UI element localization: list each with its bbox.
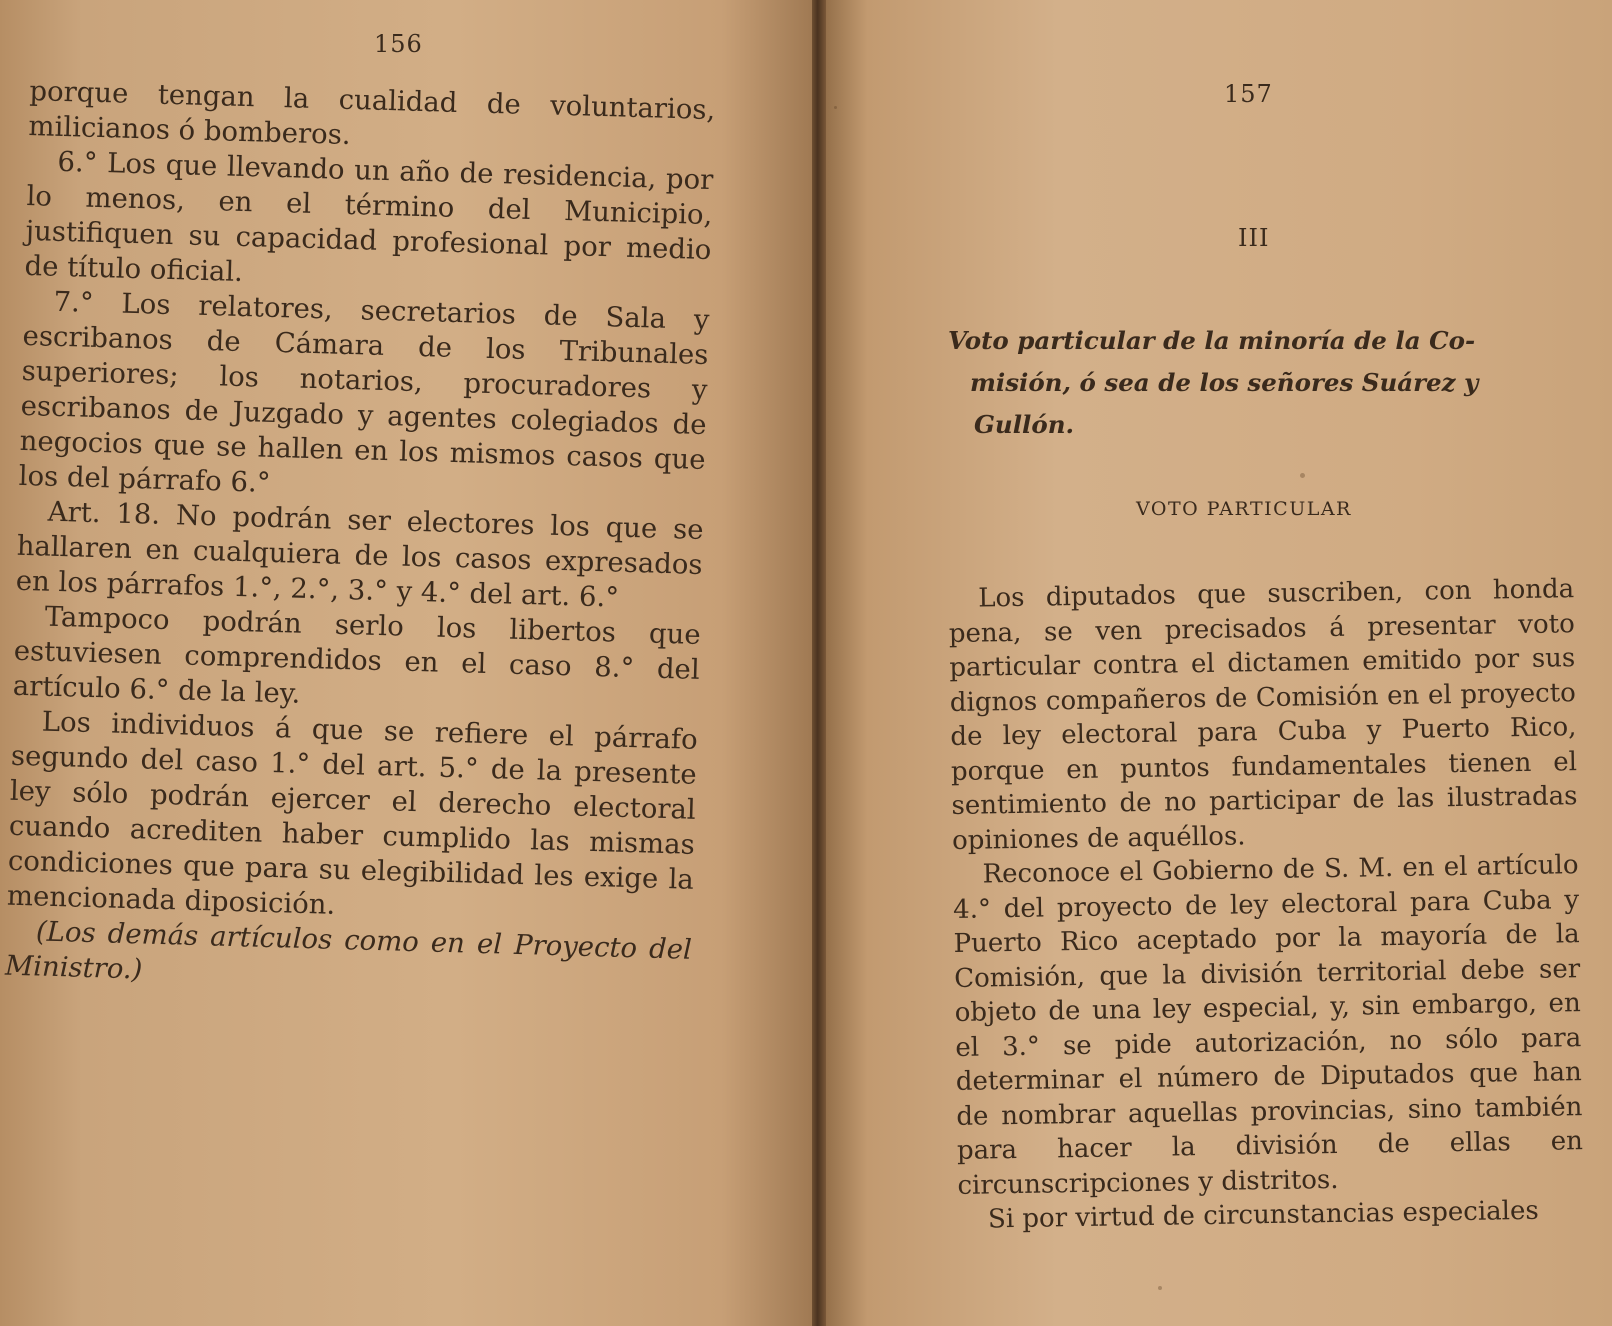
- left-closing-note: (Los demás artículos como en el Proyecto del Ministro.): [4, 915, 693, 986]
- right-paragraph-2: Reconoce el Gobierno de S. M. en el artículo 4.° del proyecto de ley electoral para Cuba y Puerto Rico aceptado por la mayoría de la Comisión, que la división territorial debe ser objeto de una ley especial, y, sin embargo, en el 3.° se pide autorización, no sólo para determinar el número de Diputados que han de nombrar aquellas provincias, sino también para hacer la división de ellas en circunscripciones y distritos.: [952, 850, 1584, 1201]
- paper-spot: [1300, 473, 1305, 478]
- section-title-line-1: Voto particular de la minoría de la Co-: [948, 326, 1476, 355]
- paper-spot: [1158, 1286, 1162, 1290]
- left-paragraph-5: Tampoco podrán serlo los libertos que estuviesen comprendidos en el caso 8.° del artículo 6.° de la ley.: [12, 600, 702, 710]
- left-page-number: 156: [374, 30, 423, 58]
- left-paragraph-6: Los individuos á que se refiere el párrafo segundo del caso 1.° del art. 5.° de la presente ley sólo podrán ejercer el derecho electoral cuando acrediten haber cumplido las mismas condiciones que para su elegibilidad les exige la mencionada diposición.: [6, 705, 699, 921]
- section-numeral: III: [1238, 224, 1270, 252]
- left-paragraph-2: 6.° Los que llevando un año de residencia, por lo menos, en el término del Municipio, justifiquen su capacidad profesional por medio de título oficial.: [24, 145, 714, 289]
- left-paragraph-4: Art. 18. No podrán ser electores los que se hallaren en cualquiera de los casos expresados en los párrafos 1.°, 2.°, 3.° y 4.° del art. 6.°: [15, 495, 704, 614]
- left-paragraph-3: 7.° Los relatores, secretarios de Sala y escribanos de Cámara de los Tribunales superiores; los notarios, procuradores y escribanos de Juzgado y agentes colegiados de negocios que se hallen en los mismos casos que los del párrafo 6.°: [18, 285, 710, 499]
- right-page-body: [948, 572, 1584, 1237]
- subheading: VOTO PARTICULAR: [1136, 498, 1352, 520]
- left-paragraph-1: porque tengan la cualidad de voluntarios, milicianos ó bomberos.: [28, 74, 716, 151]
- section-title-line-3: Gullón.: [974, 410, 1075, 439]
- left-page-body: [5, 74, 716, 1003]
- right-page-number: 157: [1224, 80, 1273, 108]
- book-gutter: [812, 0, 826, 1326]
- right-paragraph-3: Si por virtud de circunstancias especiales: [987, 1195, 1539, 1235]
- section-title-line-2: misión, ó sea de los señores Suárez y: [970, 368, 1479, 397]
- right-paragraph-1: Los diputados que suscriben, con honda pena, se ven precisados á presentar voto particular contra el dictamen emitido por sus dignos compañeros de Comisión en el proyecto de ley electoral para Cuba y Puerto Rico, porque en puntos fundamentales tienen el sentimiento de no participar de las ilustradas opiniones de aquéllos.: [948, 574, 1578, 856]
- paper-spot: [834, 106, 837, 109]
- section-title: [948, 320, 1574, 446]
